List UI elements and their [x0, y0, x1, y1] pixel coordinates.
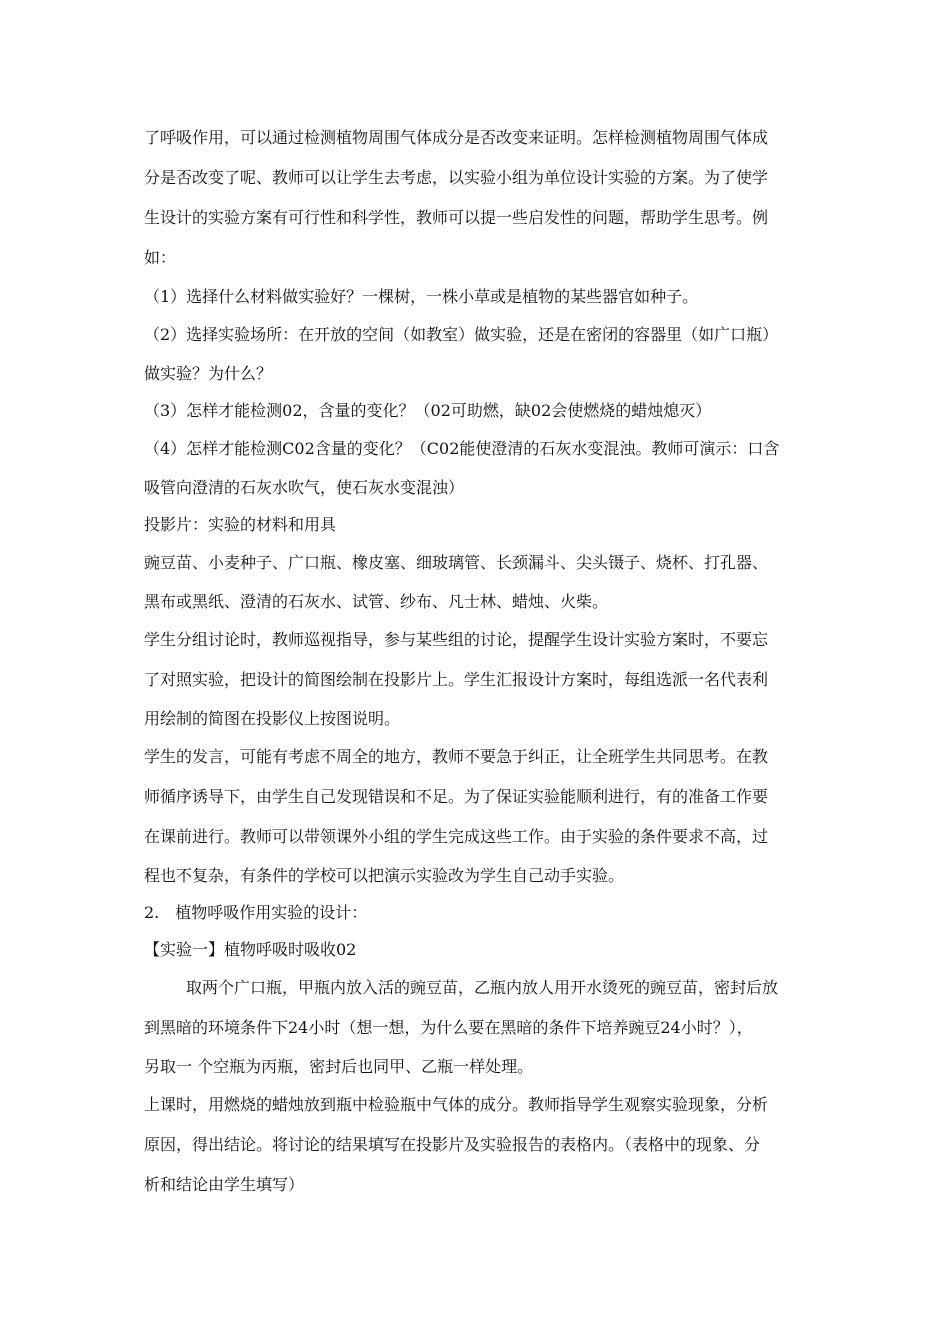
text-line: 了呼吸作用，可以通过检测植物周围气体成分是否改变来证明。怎样检测植物周围气体成 — [144, 128, 769, 147]
text-line: 在课前进行。教师可以带领课外小组的学生完成这些工作。由于实验的条件要求不高，过 — [144, 827, 769, 846]
text-line: 取两个广口瓶，甲瓶内放入活的豌豆苗，乙瓶内放人用开水烫死的豌豆苗，密封后放 — [186, 978, 779, 997]
question-item: （2）选择实验场所：在开放的空间（如教室）做实验，还是在密闭的容器里（如广口瓶） — [144, 325, 779, 344]
materials-list: 黑布或黑纸、澄清的石灰水、试管、纱布、凡士林、蜡烛、火柴。 — [144, 592, 609, 611]
text-line: 学生分组讨论时，教师巡视指导，参与某些组的讨论，提醒学生设计实验方案时，不要忘 — [144, 630, 769, 649]
text-line: 做实验？为什么？ — [144, 364, 273, 383]
text-line: 程也不复杂，有条件的学校可以把演示实验改为学生自己动手实验。 — [144, 866, 625, 885]
text-line: 另取一 个空瓶为丙瓶，密封后也同甲、乙瓶一样处理。 — [144, 1057, 534, 1076]
section-heading: 2. 植物呼吸作用实验的设计： — [144, 903, 368, 922]
question-item: （1）选择什么材料做实验好？一棵树，一株小草或是植物的某些器官如种子。 — [144, 287, 699, 306]
text-line: 到黑暗的环境条件下24小时（想一想，为什么要在黑暗的条件下培养豌豆24小时？）， — [144, 1018, 753, 1037]
question-item: （4）怎样才能检测C02含量的变化？（C02能使澄清的石灰水变混浊。教师可演示：口含 — [144, 439, 780, 458]
text-line: 原因，得出结论。将讨论的结果填写在投影片及实验报告的表格内。（表格中的现象、分 — [144, 1135, 761, 1154]
text-line: 吸管向澄清的石灰水吹气，使石灰水变混浊） — [144, 478, 465, 497]
text-line: 了对照实验，把设计的简图绘制在投影片上。学生汇报设计方案时，每组选派一名代表利 — [144, 670, 769, 689]
materials-list: 豌豆苗、小麦种子、广口瓶、橡皮塞、细玻璃管、长颈漏斗、尖头镊子、烧杯、打孔器、 — [144, 553, 769, 572]
text-line: 分是否改变了呢、教师可以让学生去考虑，以实验小组为单位设计实验的方案。为了使学 — [144, 168, 769, 187]
text-line: 如： — [144, 248, 177, 267]
question-item: （3）怎样才能检测02，含量的变化？（02可助燃，缺02会使燃烧的蜡烛熄灭） — [144, 401, 712, 420]
text-line: 学生的发言，可能有考虑不周全的地方，教师不要急于纠正，让全班学生共同思考。在教 — [144, 747, 769, 766]
text-line: 师循序诱导下，由学生自己发现错误和不足。为了保证实验能顺利进行，有的准备工作要 — [144, 787, 769, 806]
text-line: 生设计的实验方案有可行性和科学性，教师可以提一些启发性的问题，帮助学生思考。例 — [144, 208, 769, 227]
section-heading: 投影片：实验的材料和用具 — [144, 515, 337, 534]
document-body — [144, 118, 808, 1205]
text-line: 上课时，用燃烧的蜡烛放到瓶中检验瓶中气体的成分。教师指导学生观察实验现象，分析 — [144, 1095, 769, 1114]
text-line: 用绘制的简图在投影仪上按图说明。 — [144, 709, 401, 728]
experiment-heading: 【实验一】植物呼吸时吸收02 — [144, 940, 357, 959]
text-line: 析和结论由学生填写） — [144, 1175, 305, 1194]
